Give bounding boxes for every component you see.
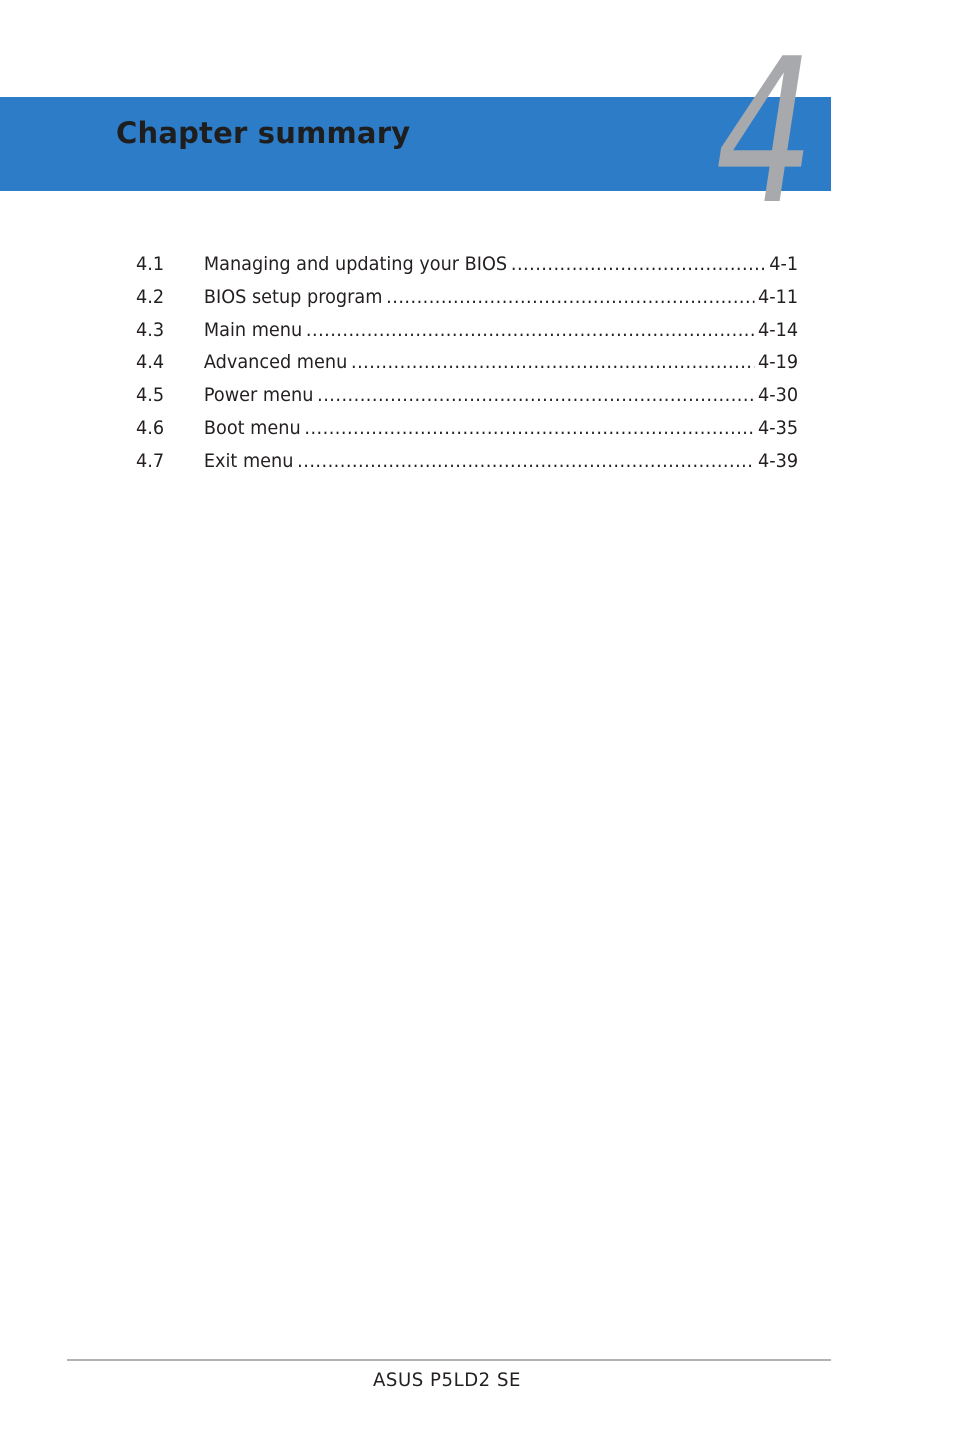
footer-divider <box>67 1359 831 1361</box>
toc-entry-number: 4.5 <box>136 384 165 407</box>
toc-leader-dots <box>351 351 754 373</box>
toc-leader-dots <box>306 319 754 341</box>
toc-entry-title: Advanced menu <box>203 351 348 374</box>
toc-entry-number: 4.1 <box>136 253 165 275</box>
toc-entry-number: 4.3 <box>136 318 165 341</box>
toc-entry-page: 4-1 <box>769 253 799 275</box>
toc-entry-title: Managing and updating your BIOS <box>203 253 508 275</box>
page-title: Chapter summary <box>116 116 411 150</box>
toc-entry-title: Main menu <box>203 318 303 341</box>
toc-entry-title: Power menu <box>203 384 314 407</box>
toc-entry-page: 4-19 <box>758 351 799 374</box>
toc-entry-page: 4-39 <box>758 449 799 472</box>
toc-entry-title: Boot menu <box>203 416 301 439</box>
toc-entry-number: 4.6 <box>136 416 165 439</box>
chapter-number: 4 <box>715 16 815 249</box>
toc-leader-dots <box>297 450 754 472</box>
footer-product-name: ASUS P5LD2 SE <box>373 1369 522 1391</box>
toc-entry-page: 4-14 <box>758 318 799 341</box>
toc-entry[interactable] <box>136 450 798 483</box>
toc-entry[interactable] <box>136 351 798 384</box>
toc-entry[interactable] <box>136 319 798 352</box>
table-of-contents <box>136 253 798 483</box>
toc-entry-page: 4-30 <box>758 384 799 407</box>
toc-entry-number: 4.4 <box>136 351 165 374</box>
toc-leader-dots <box>386 286 754 308</box>
toc-leader-dots <box>304 417 754 439</box>
toc-entry[interactable] <box>136 253 798 286</box>
toc-leader-dots <box>317 384 754 406</box>
toc-entry[interactable] <box>136 417 798 450</box>
toc-entry-title: BIOS setup program <box>203 285 383 308</box>
toc-entry-page: 4-11 <box>758 285 799 308</box>
toc-entry-title: Exit menu <box>203 449 294 472</box>
toc-entry[interactable] <box>136 384 798 417</box>
toc-entry-page: 4-35 <box>758 416 799 439</box>
toc-entry-number: 4.2 <box>136 285 165 308</box>
toc-leader-dots <box>511 253 766 275</box>
toc-entry-number: 4.7 <box>136 449 165 472</box>
toc-entry[interactable] <box>136 286 798 319</box>
